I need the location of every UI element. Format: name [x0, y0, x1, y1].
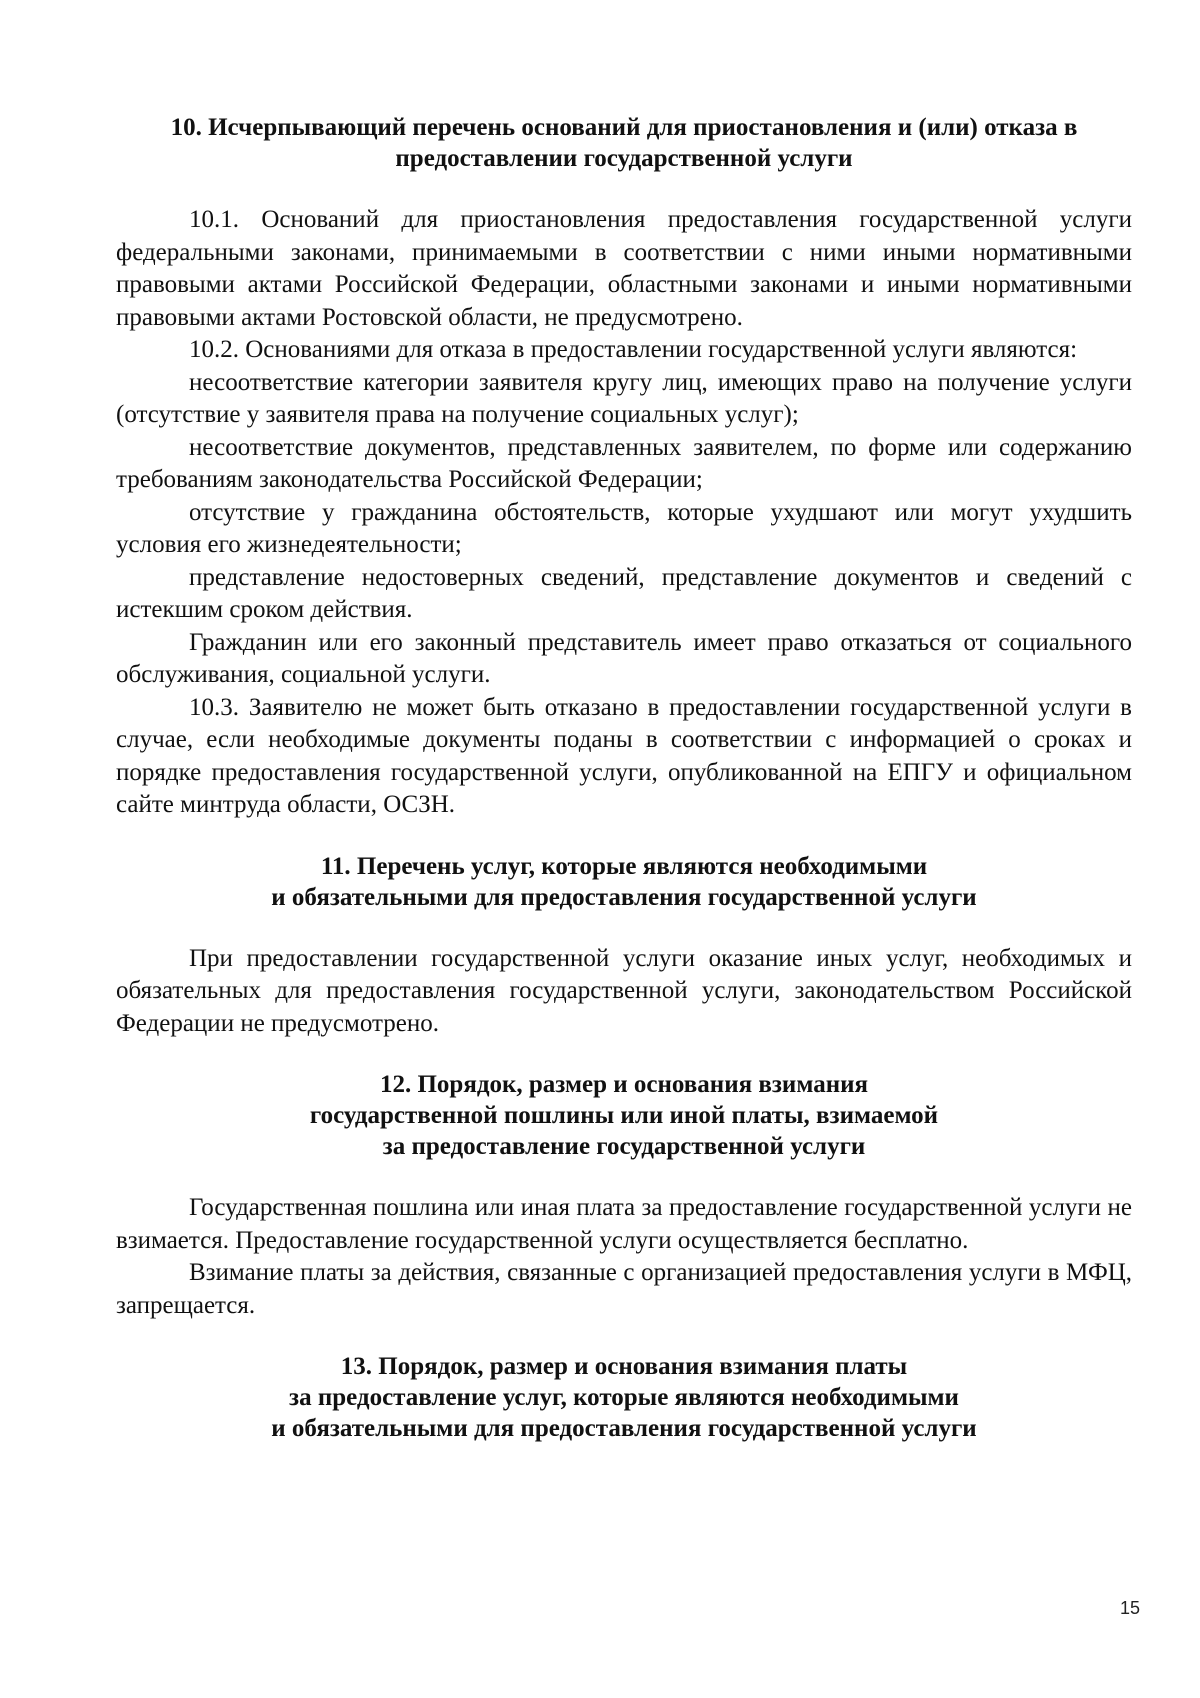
section-12 — [116, 1069, 1132, 1322]
page-number: 15 — [1119, 1598, 1140, 1618]
section-10-heading — [116, 112, 1132, 174]
heading-line: 12. Порядок, размер и основания взимания — [379, 1071, 869, 1098]
section-11 — [116, 851, 1132, 1041]
heading-line: и обязательными для предоставления государственной услуги — [271, 1415, 977, 1442]
heading-line: государственной пошлины или иной платы, взимаемой — [309, 1102, 939, 1129]
section-13-heading — [116, 1351, 1132, 1444]
paragraph-12-mfc: Взимание платы за действия, связанные с организацией предоставления услуги в МФЦ, запрещается. — [116, 1259, 1132, 1319]
list-item-refusal-ground: несоответствие категории заявителя кругу лиц, имеющих право на получение услуги (отсутствие у заявителя права на получение социальных услуг); — [116, 368, 1132, 428]
heading-line: предоставлении государственной услуги — [395, 145, 853, 172]
paragraph-10-3: 10.3. Заявителю не может быть отказано в предоставлении государственной услуги в случае, если необходимые документы поданы в соответствии с информацией о сроках и порядке предоставления государственной услуги, опубликованной на ЕПГУ и официальном сайте минтруда области, ОСЗН. — [116, 693, 1132, 818]
paragraph-10-1: 10.1. Оснований для приостановления предоставления государственной услуги федеральными законами, принимаемыми в соответствии с ними иными нормативными правовыми актами Российской Федерации, областными законами и иными нормативными правовыми актами Ростовской области, не предусмотрено. — [116, 206, 1132, 331]
document-body — [116, 112, 1132, 1444]
list-item-refusal-ground: несоответствие документов, представленных заявителем, по форме или содержанию требованиям законодательства Российской Федерации; — [116, 433, 1132, 493]
paragraph-right-to-refuse: Гражданин или его законный представитель имеет право отказаться от социального обслуживания, социальной услуги. — [116, 628, 1132, 688]
paragraph-11: При предоставлении государственной услуги оказание иных услуг, необходимых и обязательных для предоставления государственной услуги, законодательством Российской Федерации не предусмотрено. — [116, 944, 1132, 1037]
list-item-refusal-ground: отсутствие у гражданина обстоятельств, которые ухудшают или могут ухудшить условия его жизнедеятельности; — [116, 498, 1132, 558]
section-10 — [116, 112, 1132, 822]
heading-line: 10. Исчерпывающий перечень оснований для приостановления и (или) отказа в — [170, 114, 1078, 141]
heading-line: 11. Перечень услуг, которые являются необходимыми — [320, 852, 928, 880]
section-12-heading — [116, 1069, 1132, 1162]
list-item-refusal-ground: представление недостоверных сведений, представление документов и сведений с истекшим сроком действия. — [116, 563, 1132, 623]
heading-line: и обязательными для предоставления государственной услуги — [271, 883, 977, 911]
section-13 — [116, 1351, 1132, 1444]
heading-line: 13. Порядок, размер и основания взимания платы — [340, 1353, 908, 1380]
heading-line: за предоставление услуг, которые являются необходимыми — [289, 1384, 959, 1411]
section-11-heading — [116, 851, 1132, 913]
paragraph-12-fee: Государственная пошлина или иная плата за предоставление государственной услуги не взимается. Предоставление государственной услуги осуществляется бесплатно. — [116, 1194, 1132, 1254]
paragraph-10-2: 10.2. Основаниями для отказа в предоставлении государственной услуги являются: — [189, 336, 1078, 363]
heading-line: за предоставление государственной услуги — [382, 1133, 866, 1160]
